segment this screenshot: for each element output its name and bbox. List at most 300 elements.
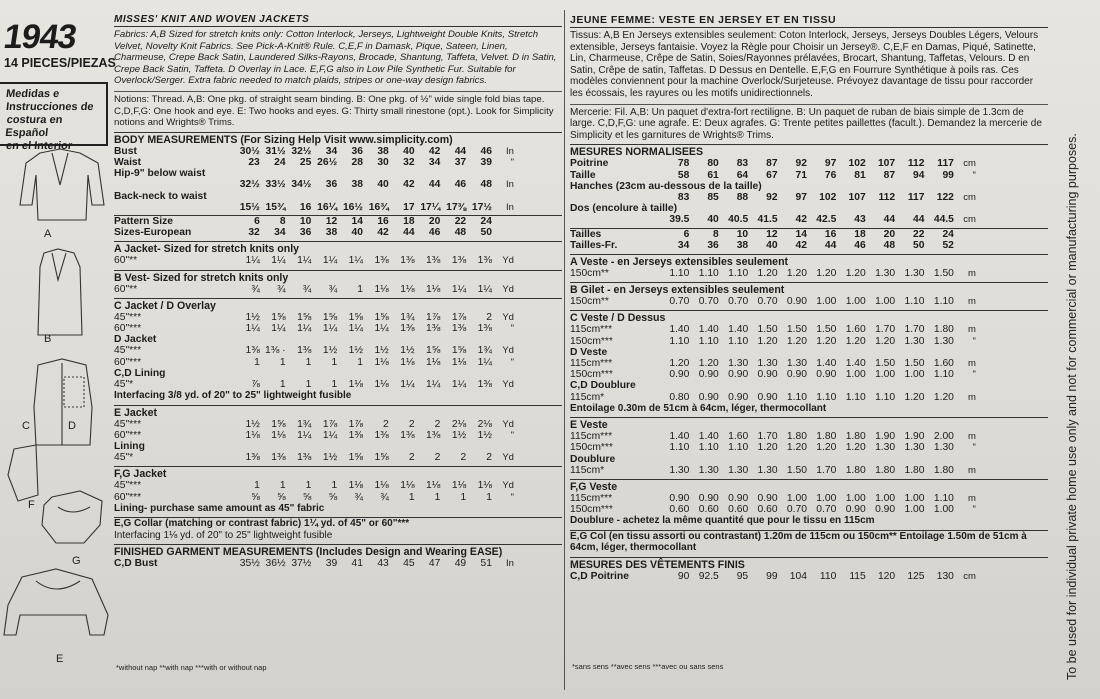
yardage-section-note: Lining- purchase same amount as 45" fabric [114,502,325,514]
table-cell: 47 [428,558,441,570]
table-cell: 1.20 [786,335,807,347]
table-cell: 22 [454,215,467,227]
table-cell: 1¾ [477,345,492,357]
row-values [234,323,492,334]
view-a-drawing [20,149,104,220]
table-cell: 1.00 [875,493,896,505]
row-values [234,492,492,503]
table-cell: 1.20 [757,442,778,454]
row-unit: m [967,391,976,403]
table-cell: 44 [913,214,925,226]
table-cell: 1.30 [875,442,896,454]
row-label: 115cm*** [570,431,613,443]
table-cell: 1.80 [845,464,866,476]
table-cell: 1½ [451,429,467,441]
table-cell: 40.5 [728,214,749,226]
row-label: Pattern Size [114,215,173,227]
table-cell: 1⅛ [348,480,363,492]
row-label: Tailles-Fr. [570,239,618,251]
row-label: C,D Poitrine [570,570,629,582]
table-cell: 0.70 [728,296,749,308]
table-cell: 17¼ [420,201,441,213]
table-cell: 0.60 [728,504,749,516]
french-notions: Mercerie: Fil. A,B: Un paquet d'extra-fort rectiligne. B: Un paquet de ruban de biais simple de 1.3cm de large. C,D,F,G: une agrafe. E: Deux agrafes. G: Trente petites paillettes (facult.). Demandez la mercerie de Simplicity et les garnitures de Wrights® Trims. [570,104,1048,142]
table-cell: 1⅛ [426,480,441,492]
table-row [570,268,1048,279]
table-cell: 2 [434,418,441,430]
yardage-section-heading: B Vest- Sized for stretch knits only [114,270,562,284]
table-cell: 1.50 [786,464,807,476]
table-cell: 1.30 [669,464,690,476]
table-cell: 1½ [322,345,338,357]
table-cell: 1.10 [786,391,807,403]
table-cell: 6 [254,215,260,227]
table-cell: 95 [736,570,749,582]
table-cell: 1⅛ [374,480,389,492]
spanish-line: costura en Español [4,114,64,139]
table-cell: 1⅝ [426,345,441,357]
french-title: JEUNE FEMME: VESTE EN JERSEY ET EN TISSU [570,14,1048,28]
table-row [114,419,562,430]
row-label [570,192,660,203]
row-values [234,284,492,295]
table-row [114,492,562,503]
table-cell: 1.20 [757,335,778,347]
table-cell: 1.40 [698,431,719,443]
table-cell: 22 [913,228,925,240]
french-collar: E,G Col (en tissu assorti ou contrastant) 1.20m de 115cm ou 150cm** Entoilage 1.50m de 51cm à 64cm, léger, thermocollant [570,530,1048,554]
table-cell: 1 [357,283,363,295]
table-row [114,202,562,213]
table-cell: 1¼ [322,429,338,441]
table-cell: 1.90 [904,431,925,443]
table-cell: 92.5 [698,570,719,582]
table-cell: 44.5 [933,214,954,226]
row-values [234,345,492,356]
table-cell: 1⅛ [400,356,415,368]
row-values [660,229,954,240]
table-cell: 1 [486,491,492,503]
table-cell: 1.20 [845,335,866,347]
table-cell: 1¼ [271,255,286,267]
table-cell: 44 [824,239,837,251]
row-unit: " [972,442,976,454]
row-label: 60"*** [114,491,142,503]
table-cell: 1.40 [669,324,690,336]
table-row [570,336,1048,347]
table-cell: 1⅜ [297,345,312,357]
table-cell: 81 [854,169,866,181]
table-row [114,284,562,295]
row-label: Poitrine [570,158,609,170]
row-values [660,571,954,582]
row-label: Hanches (23cm au-dessous de la taille) [570,180,762,192]
table-cell: 1.20 [816,335,837,347]
table-cell: 125 [907,570,925,582]
french-column [570,14,1048,582]
row-unit: m [967,267,976,279]
row-label: Dos (encolure à taille) [570,203,678,215]
table-cell: 37½ [291,558,312,570]
row-label: Back-neck to waist [114,190,207,202]
table-cell: 1⅜ [374,255,389,267]
row-label: 150cm*** [570,504,613,516]
table-row [570,170,1048,181]
table-cell: 1⅜ [477,322,492,334]
table-cell: 1¼ [477,283,492,295]
table-cell: 28 [351,156,363,168]
table-cell: 2 [408,418,415,430]
row-unit: In [506,558,514,570]
yardage-section-heading: C Veste / D Dessus [570,310,1048,324]
table-cell: 48 [454,227,467,239]
table-cell: 1 [279,379,286,390]
table-row [114,452,562,463]
table-cell: 1⅞ [322,418,338,430]
table-cell: 87 [766,158,778,170]
table-row [114,168,562,179]
table-cell: 1¼ [348,322,363,334]
table-cell: 45 [403,558,415,570]
row-label: 150cm** [570,267,609,279]
table-cell: 1¾ [400,311,415,323]
table-cell: 1 [305,480,312,492]
table-cell: 1 [254,480,260,492]
row-label: Sizes-European [114,227,192,239]
table-cell: 36 [299,227,312,239]
table-cell: 0.90 [669,369,690,381]
table-cell: 51 [480,558,492,570]
table-cell: 1¼ [297,255,312,267]
view-label-a: A [44,228,52,240]
table-cell: 38 [325,227,338,239]
table-cell: 1.90 [875,431,896,443]
row-label: C,D Doublure [570,380,636,392]
table-cell: 0.90 [757,493,778,505]
table-cell: 0.70 [786,504,807,516]
table-cell: 1¾ [297,418,312,430]
table-cell: 0.90 [875,504,896,516]
row-values [234,480,492,491]
table-cell: 42 [403,179,415,191]
french-yardage-sections [570,254,1048,527]
table-cell: 1.20 [875,335,896,347]
table-cell: 1.50 [904,357,925,369]
row-unit: In [506,145,514,157]
table-cell: 1⅜ [477,255,492,267]
french-finished-heading: MESURES DES VÊTEMENTS FINIS [570,557,1048,571]
table-row [570,324,1048,335]
table-cell: 1¼ [322,255,338,267]
table-cell: 1.30 [933,442,954,454]
table-cell: 0.90 [728,391,749,403]
table-cell: ¾ [354,491,363,503]
column-divider [564,10,565,690]
table-cell: 42 [795,214,807,226]
row-label: C,D Lining [114,367,166,379]
table-cell: 1 [279,480,286,492]
table-cell: 40 [403,145,415,157]
table-cell: 1.50 [816,324,837,336]
table-cell: 40 [707,214,719,226]
table-row [570,203,1048,214]
table-cell: 32 [248,227,260,239]
table-cell: 1⅞ [451,311,467,323]
table-row [114,368,562,379]
table-cell: 1 [279,356,286,368]
table-cell: 102 [819,191,837,203]
table-cell: 34½ [291,179,312,191]
spanish-instructions-box [0,82,108,152]
table-row [114,227,562,238]
table-cell: 1½ [245,418,260,430]
table-cell: 1⅝ [322,311,338,323]
table-cell: 34 [274,227,286,239]
table-cell: ¾ [328,283,338,295]
table-cell: 34 [325,145,338,157]
row-unit: m [967,464,976,476]
table-cell: 1.20 [698,357,719,369]
table-cell: 0.90 [786,296,807,308]
row-unit: m [967,357,976,369]
row-values [660,324,954,335]
table-cell: 41 [351,558,363,570]
table-cell: 42 [795,239,807,251]
table-cell: 1⅛ [477,480,492,492]
row-label: Hip-9" below waist [114,168,206,180]
table-cell: 1.10 [698,335,719,347]
table-cell: 44 [454,145,467,157]
yardage-section-note: Interfacing 3/8 yd. of 20" to 25" lightweight fusible [114,390,352,402]
row-unit: In [506,201,514,213]
row-label: 45"*** [114,311,142,323]
table-cell: 8 [279,215,286,227]
table-cell: 1.10 [728,335,749,347]
table-cell: 1.10 [698,442,719,454]
table-cell: 76 [824,169,837,181]
yardage-section-heading: A Jacket- Sized for stretch knits only [114,241,562,255]
english-title: MISSES' KNIT AND WOVEN JACKETS [114,14,562,27]
table-cell: 85 [707,191,719,203]
table-cell: 39.5 [669,214,690,226]
view-c-d-drawing [34,359,92,445]
spanish-line: Instrucciones de [5,101,95,113]
table-cell: 0.90 [728,493,749,505]
table-cell: 83 [677,191,690,203]
table-cell: 1.80 [933,464,954,476]
row-label: Bust [114,145,137,157]
table-cell: 2 [434,452,441,464]
table-cell: 1.20 [845,442,866,454]
row-values [234,202,492,213]
table-cell: 117 [937,158,954,170]
table-cell: 1 [460,491,467,503]
table-cell: 1.00 [904,504,925,516]
table-cell: 36½ [265,558,286,570]
yardage-section-heading: E Veste [570,417,1048,431]
pieces-count: 14 PIECES/PIEZAS [4,56,116,70]
spanish-line: Medidas e [5,88,60,100]
row-label [114,179,234,190]
table-cell: 38 [351,179,363,191]
row-values [660,268,954,279]
table-cell: 1.10 [698,267,719,279]
table-cell: 1.10 [845,391,866,403]
table-row [114,441,562,452]
table-cell: 1.20 [933,391,954,403]
table-cell: 1 [331,356,338,368]
english-finished-table [114,558,562,569]
table-cell: 1.10 [933,296,954,308]
table-cell: 1⅛ [400,480,415,492]
table-cell: 1¼ [297,322,312,334]
table-cell: 46 [428,227,441,239]
table-cell: 2 [460,452,467,464]
table-cell: 1.20 [845,267,866,279]
table-cell: 1.80 [904,464,925,476]
table-row [114,357,562,368]
row-values [234,157,492,168]
table-cell: 40 [351,227,363,239]
table-cell: 110 [819,570,837,582]
table-cell: 1¼ [245,255,260,267]
table-cell: 2 [408,452,415,464]
row-unit: " [972,169,976,181]
table-row [114,480,562,491]
table-cell: 1 [254,356,260,368]
row-values [660,170,954,181]
table-cell: 1.00 [875,296,896,308]
table-cell: ⅝ [277,491,286,503]
english-yardage-sections [114,241,562,514]
table-cell: ¾ [302,283,312,295]
english-footnote: *without nap **with nap ***with or without nap [116,663,267,672]
table-row [114,430,562,441]
row-label: 45"*** [114,418,142,430]
table-cell: 1.60 [845,324,866,336]
row-label: D Jacket [114,334,157,346]
table-cell: 112 [878,191,896,203]
table-cell: ⅞ [251,379,260,390]
table-cell: 94 [913,169,925,181]
english-body-measurements-heading: BODY MEASUREMENTS (For Sizing Help Visit www.simplicity.com) [114,132,562,146]
table-cell: 37 [454,156,467,168]
table-cell: 1.30 [933,335,954,347]
row-values [234,558,492,569]
table-cell: 1⅛ [451,356,467,368]
row-unit: " [972,369,976,381]
table-cell: 1.80 [816,431,837,443]
table-cell: 1¼ [451,379,467,390]
english-column [114,14,562,569]
table-cell: 1 [434,491,441,503]
table-cell: 1⅜ [400,322,415,334]
table-cell: 1 [331,480,338,492]
table-cell: 38 [377,145,389,157]
table-row [570,347,1048,358]
table-cell: 23 [248,156,260,168]
view-e-drawing [4,569,108,635]
table-cell: 1.70 [816,464,837,476]
table-cell: 24 [942,228,954,240]
french-fabrics: Tissus: A,B En Jerseys extensibles seulement: Coton Interlock, Jerseys, Jerseys Doubles Légers, Velours extensible, Jerseys fantaisie. Voyez la Règle pour Choisir un Jersey®. C,E,F en Damas, Piqué, Satinette, Lin, Charmeuse, Crêpe de Satin, Soies/Rayonnes prélavées, Brocart, Shantung, Taffetas, Velours. D en Satin, Crêpe de satin, Taffetas. D Dessus en Dentelle. E,F,G en Fourrure Synthétique à poils ras. Ces modèles conviennent pour la machine Overlock/Surjeteuse. Prévoyez davantage de tissu pour raccorder les écossais, les rayures ou les motifs unidirectionnels. [570,30,1039,99]
table-row [570,504,1048,515]
table-cell: 8 [713,228,719,240]
row-values [660,214,954,225]
table-row [114,345,562,356]
table-cell: 1.20 [786,267,807,279]
table-cell: 1⅜ [400,429,415,441]
table-cell: 1⅝ [271,418,286,430]
table-cell: 1⅜ [400,255,415,267]
table-cell: 32½ [239,179,260,191]
row-unit: Yd [502,345,514,357]
table-cell: 1.40 [845,357,866,369]
row-label: 150cm** [570,296,609,308]
table-cell: 32½ [291,145,312,157]
view-label-g: G [72,555,81,567]
table-cell: 31½ [265,145,286,157]
table-cell: 97 [824,158,837,170]
table-row [114,146,562,157]
table-cell: 1.50 [786,324,807,336]
table-cell: 15½ [239,201,260,213]
table-cell: 34 [428,156,441,168]
table-cell: 1.80 [786,431,807,443]
table-row [570,454,1048,465]
table-row [570,392,1048,403]
table-cell: 46 [854,239,866,251]
table-cell: 1⅛ [374,283,389,295]
table-row [570,214,1048,225]
row-values [660,192,954,203]
table-cell: 25 [299,156,312,168]
table-row [570,229,1048,240]
table-cell: 1.00 [845,296,866,308]
table-cell: 107 [848,191,866,203]
row-unit: Yd [502,418,514,430]
row-values [660,336,954,347]
table-cell: 1.30 [698,464,719,476]
table-cell: 1.10 [669,442,690,454]
french-body-measurements-heading: MESURES NORMALISEES [570,144,1048,158]
table-row [570,358,1048,369]
table-row [114,157,562,168]
row-values [234,357,492,368]
row-unit: cm [963,570,976,582]
table-cell: 1⅜ [348,429,363,441]
row-unit: Yd [502,311,514,323]
table-cell: ¾ [277,283,286,295]
table-cell: 1.30 [757,464,778,476]
table-cell: 1.70 [904,324,925,336]
english-collar-interfacing: Interfacing 1⅛ yd. of 20" to 25" lightweight fusible [114,529,333,541]
row-label: 45"* [114,379,134,390]
table-row [114,334,562,345]
row-values [660,392,954,403]
table-cell: 0.90 [698,493,719,505]
row-unit: In [506,179,514,191]
table-cell: 50 [480,227,492,239]
table-cell: 78 [677,158,690,170]
table-cell: 61 [707,169,719,181]
table-cell: 1½ [477,429,492,441]
table-cell: 39 [480,156,492,168]
row-unit [492,227,514,238]
table-cell: 0.90 [698,391,719,403]
row-label: Waist [114,156,142,168]
yardage-section-heading: F,G Jacket [114,466,562,480]
